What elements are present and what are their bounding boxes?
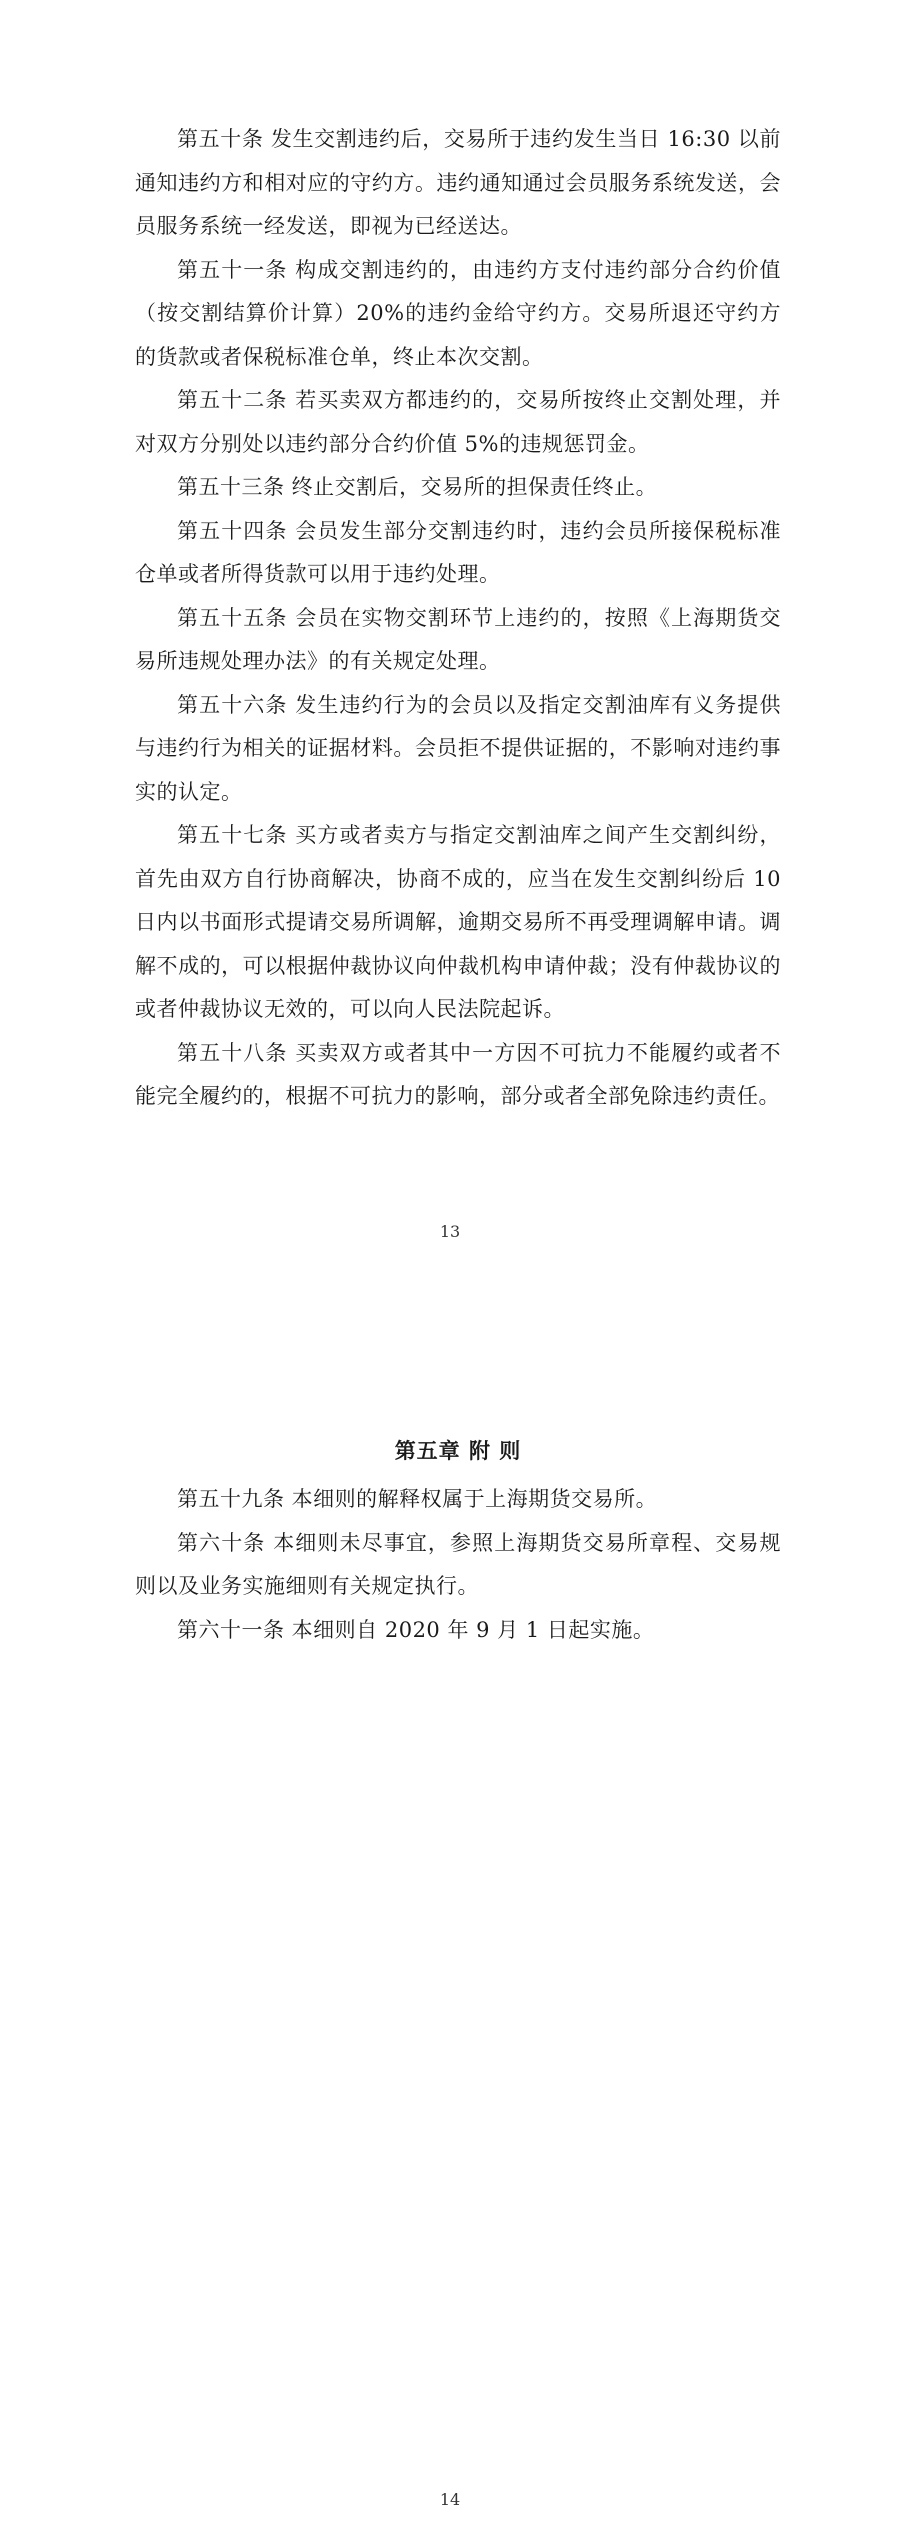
article-56: 第五十六条 发生违约行为的会员以及指定交割油库有义务提供与违约行为相关的证据材料。会员拒不提供证据的，不影响对违约事实的认定。 [135, 692, 781, 804]
article-53: 第五十三条 终止交割后，交易所的担保责任终止。 [177, 475, 658, 499]
article-61: 第六十一条 本细则自 2020 年 9 月 1 日起实施。 [177, 1617, 655, 1642]
article-51: 第五十一条 构成交割违约的，由违约方支付违约部分合约价值（按交割结算价计算）20%的违约金给守约方。交易所退还守约方的货款或者保税标准仓单，终止本次交割。 [135, 257, 781, 369]
article-58: 第五十八条 买卖双方或者其中一方因不可抗力不能履约或者不能完全履约的，根据不可抗力的影响，部分或者全部免除违约责任。 [135, 1040, 781, 1108]
article-54: 第五十四条 会员发生部分交割违约时，违约会员所接保税标准仓单或者所得货款可以用于违约处理。 [135, 518, 781, 586]
page-number: 14 [439, 2490, 461, 2509]
article-60: 第六十条 本细则未尽事宜，参照上海期货交易所章程、交易规则以及业务实施细则有关规定执行。 [135, 1530, 781, 1598]
article-52: 第五十二条 若买卖双方都违约的，交易所按终止交割处理，并对双方分别处以违约部分合约价值 5%的违规惩罚金。 [135, 388, 781, 456]
page-body [135, 118, 781, 1119]
article-50: 第五十条 发生交割违约后，交易所于违约发生当日 16:30 以前通知违约方和相对应的守约方。违约通知通过会员服务系统发送，会员服务系统一经发送，即视为已经送达。 [135, 127, 781, 238]
article-59: 第五十九条 本细则的解释权属于上海期货交易所。 [177, 1487, 658, 1511]
document-page-14 [0, 1290, 900, 2544]
page-body [135, 1430, 781, 1652]
chapter-title: 第五章 附 则 [394, 1439, 522, 1463]
article-55: 第五十五条 会员在实物交割环节上违约的，按照《上海期货交易所违规处理办法》的有关规定处理。 [135, 605, 781, 673]
article-57: 第五十七条 买方或者卖方与指定交割油库之间产生交割纠纷，首先由双方自行协商解决，协商不成的，应当在发生交割纠纷后 10 日内以书面形式提请交易所调解，逾期交易所不再受理调解申请。调解不成的，可以根据仲裁协议向仲裁机构申请仲裁；没有仲裁协议的或者仲裁协议无效的，可以向人民法院起诉。 [135, 823, 781, 1021]
page-number: 13 [439, 1222, 461, 1241]
